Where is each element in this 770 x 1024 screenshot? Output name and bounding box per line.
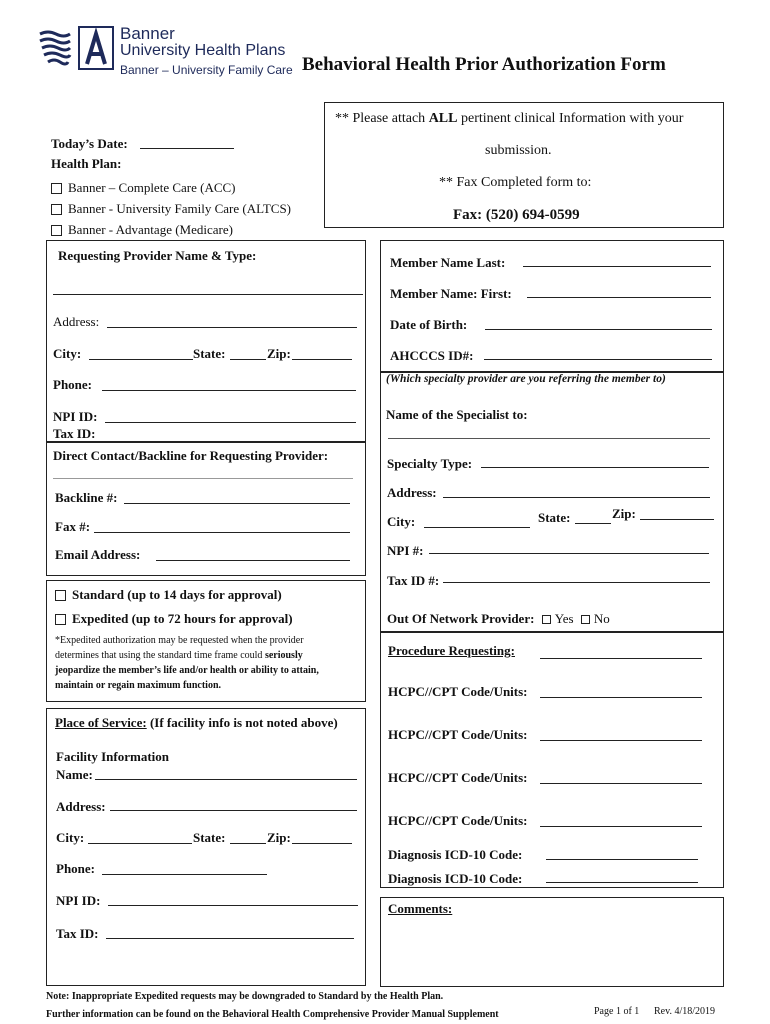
member-dob-field[interactable] (485, 329, 712, 330)
hcpc-field-4[interactable] (540, 826, 702, 827)
notice-line-2: submission. (485, 143, 552, 158)
diagnosis-field-1[interactable] (546, 859, 698, 860)
specialist-zip-field[interactable] (640, 519, 714, 520)
comments-title: Comments: (388, 901, 453, 916)
specialty-type-label: Specialty Type: (387, 456, 473, 471)
provider-npi-field[interactable] (105, 422, 356, 423)
facility-phone-field[interactable] (102, 874, 267, 875)
direct-contact-title: Direct Contact/Backline for Requesting Provider: (53, 448, 329, 463)
hcpc-label-2: HCPC//CPT Code/Units: (388, 727, 528, 742)
facility-zip-field[interactable] (292, 843, 352, 844)
email-label: Email Address: (55, 547, 141, 562)
page-number: Page 1 of 1 (594, 1006, 640, 1017)
hcpc-label-1: HCPC//CPT Code/Units: (388, 684, 528, 699)
checkbox[interactable] (51, 204, 62, 215)
hcpc-field-2[interactable] (540, 740, 702, 741)
member-first-field[interactable] (527, 297, 711, 298)
specialist-city-label: City: (387, 514, 416, 529)
provider-name-field[interactable] (53, 294, 363, 295)
member-ahcccs-field[interactable] (484, 359, 712, 360)
place-of-service-title: Place of Service: (If facility info is not noted above) (55, 715, 338, 730)
provider-tax-label: Tax ID: (53, 426, 96, 441)
procedure-title: Procedure Requesting: (388, 643, 515, 658)
facility-city-field[interactable] (88, 843, 192, 844)
no-checkbox[interactable] (581, 615, 590, 624)
diagnosis-label-1: Diagnosis ICD-10 Code: (388, 847, 523, 862)
footer-note-2: Further information can be found on the Behavioral Health Comprehensive Provider Manual Supplement (46, 1009, 499, 1020)
footer-note-1: Note: Inappropriate Expedited requests may be downgraded to Standard by the Health Plan. (46, 991, 444, 1002)
direct-contact-field[interactable] (53, 478, 353, 479)
specialist-tax-label: Tax ID #: (387, 573, 440, 588)
provider-address-label: Address: (53, 314, 100, 329)
email-field[interactable] (156, 560, 350, 561)
specialist-state-field[interactable] (575, 523, 611, 524)
member-last-field[interactable] (523, 266, 711, 267)
expedited-option[interactable]: Expedited (up to 72 hours for approval) (55, 611, 293, 627)
member-first-label: Member Name: First: (390, 286, 512, 301)
banner-flag-icon (38, 28, 72, 72)
specialist-name-label: Name of the Specialist to: (386, 407, 528, 422)
provider-zip-field[interactable] (292, 359, 352, 360)
checkbox[interactable] (51, 183, 62, 194)
logo (38, 24, 293, 82)
facility-npi-label: NPI ID: (56, 893, 101, 908)
expedited-note-line-1: *Expedited authorization may be requested when the provider (55, 635, 304, 646)
facility-address-field[interactable] (110, 810, 357, 811)
specialist-address-label: Address: (387, 485, 437, 500)
logo-line-2: University Health Plans (120, 42, 286, 59)
provider-npi-label: NPI ID: (53, 409, 98, 424)
specialist-address-field[interactable] (443, 497, 710, 498)
expedited-note-line-4: maintain or regain maximum function. (55, 680, 222, 691)
expedited-note (55, 633, 319, 693)
diagnosis-field-2[interactable] (546, 882, 698, 883)
facility-phone-label: Phone: (56, 861, 95, 876)
checkbox[interactable] (55, 614, 66, 625)
fax-number: Fax: (520) 694-0599 (453, 207, 580, 223)
specialist-zip-label: Zip: (612, 506, 636, 521)
notice-line-1: ** Please attach ALL pertinent clinical Information with your (335, 111, 684, 126)
provider-zip-label: Zip: (267, 346, 291, 361)
member-dob-label: Date of Birth: (390, 317, 468, 332)
hcpc-label-3: HCPC//CPT Code/Units: (388, 770, 528, 785)
yes-label: Yes (554, 611, 574, 626)
facility-zip-label: Zip: (267, 830, 291, 845)
revision-date: Rev. 4/18/2019 (654, 1006, 716, 1017)
hcpc-field-3[interactable] (540, 783, 702, 784)
form-title: Behavioral Health Prior Authorization Form (302, 54, 666, 75)
requesting-provider-title: Requesting Provider Name & Type: (58, 248, 257, 263)
notice-box (324, 102, 724, 228)
university-a-icon (78, 26, 114, 70)
facility-name-label: Name: (56, 767, 93, 782)
provider-state-label: State: (193, 346, 226, 361)
backline-label: Backline #: (55, 490, 118, 505)
todays-date-label: Today’s Date: (51, 136, 128, 151)
standard-option[interactable]: Standard (up to 14 days for approval) (55, 587, 282, 603)
no-label: No (593, 611, 610, 626)
provider-state-field[interactable] (230, 359, 266, 360)
facility-city-label: City: (56, 830, 85, 845)
specialty-type-field[interactable] (481, 467, 709, 468)
specialist-state-label: State: (538, 510, 571, 525)
member-last-label: Member Name Last: (390, 255, 506, 270)
plan-option-altcs[interactable]: Banner - University Family Care (ALTCS) (51, 201, 291, 217)
plan-option-acc[interactable]: Banner – Complete Care (ACC) (51, 180, 236, 196)
backline-field[interactable] (124, 503, 350, 504)
checkbox[interactable] (55, 590, 66, 601)
hcpc-label-4: HCPC//CPT Code/Units: (388, 813, 528, 828)
facility-npi-field[interactable] (108, 905, 358, 906)
specialist-name-field[interactable] (388, 438, 710, 439)
facility-state-label: State: (193, 830, 226, 845)
expedited-note-line-2: determines that using the standard time frame could seriously (55, 650, 303, 661)
member-ahcccs-label: AHCCCS ID#: (390, 348, 474, 363)
facility-info-label: Facility Information (56, 749, 170, 764)
logo-line-3: Banner – University Family Care (120, 63, 293, 77)
logo-line-1: Banner (120, 24, 175, 43)
todays-date-field[interactable] (140, 148, 234, 149)
notice-line-3: ** Fax Completed form to: (439, 175, 592, 190)
provider-phone-field[interactable] (102, 390, 356, 391)
facility-tax-label: Tax ID: (56, 926, 99, 941)
diagnosis-label-2: Diagnosis ICD-10 Code: (388, 871, 523, 886)
specialist-npi-field[interactable] (429, 553, 709, 554)
procedure-field[interactable] (540, 658, 702, 659)
plan-option-medicare[interactable]: Banner - Advantage (Medicare) (51, 222, 233, 238)
provider-phone-label: Phone: (53, 377, 92, 392)
expedited-note-line-3: jeopardize the member’s life and/or health or ability to attain, (55, 665, 319, 676)
provider-city-label: City: (53, 346, 82, 361)
yes-checkbox[interactable] (542, 615, 551, 624)
facility-name-field[interactable] (95, 779, 357, 780)
fax-label: Fax #: (55, 519, 91, 534)
facility-tax-field[interactable] (106, 938, 354, 939)
specialist-tax-field[interactable] (443, 582, 710, 583)
specialist-npi-label: NPI #: (387, 543, 424, 558)
out-of-network-label: Out Of Network Provider: (387, 611, 535, 626)
hcpc-field-1[interactable] (540, 697, 702, 698)
specialist-question: (Which specialty provider are you referring the member to) (386, 373, 666, 385)
provider-address-field[interactable] (107, 327, 357, 328)
specialist-city-field[interactable] (424, 527, 530, 528)
facility-state-field[interactable] (230, 843, 266, 844)
facility-address-label: Address: (56, 799, 106, 814)
provider-city-field[interactable] (89, 359, 193, 360)
out-of-network-row (387, 611, 610, 627)
health-plan-label: Health Plan: (51, 156, 122, 171)
checkbox[interactable] (51, 225, 62, 236)
fax-field[interactable] (94, 532, 350, 533)
